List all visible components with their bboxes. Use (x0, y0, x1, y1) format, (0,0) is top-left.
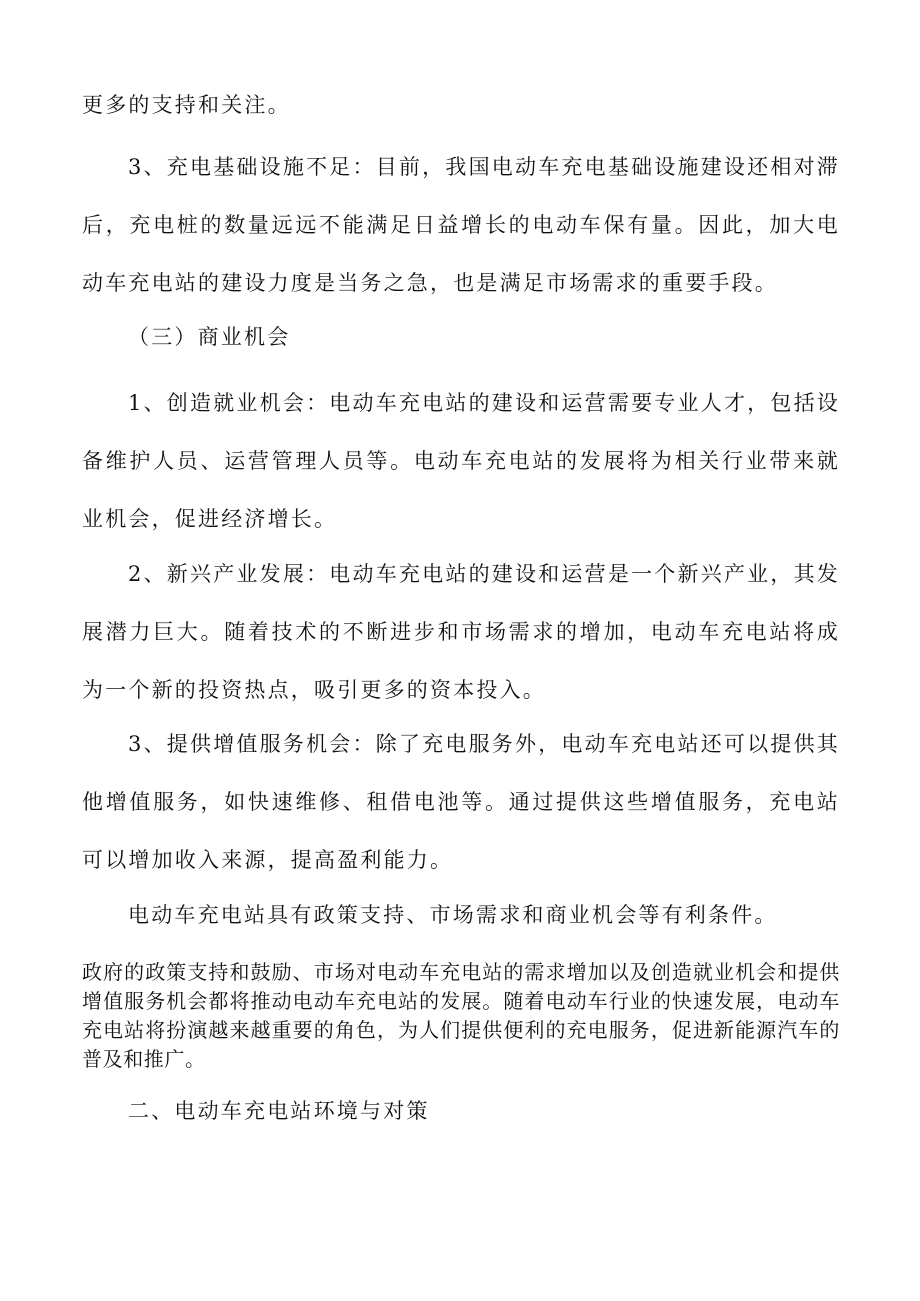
summary-body-paragraph: 政府的政策支持和鼓励、市场对电动车充电站的需求增加以及创造就业机会和提供增值服务机会都将推动电动车充电站的发展。随着电动车行业的快速发展，电动车充电站将扮演越来越重要的角色，为人们提供便利的充电服务，促进新能源汽车的普及和推广。 (82, 960, 840, 1071)
paragraph-job-creation: 1、创造就业机会：电动车充电站的建设和运营需要专业人才，包括设备维护人员、运营管理人员等。电动车充电站的发展将为相关行业带来就业机会，促进经济增长。 (82, 391, 840, 531)
heading-business-opportunities: （三）商业机会 (128, 325, 291, 349)
paragraph-emerging-industry: 2、新兴产业发展：电动车充电站的建设和运营是一个新兴产业，其发展潜力巨大。随着技术的不断进步和市场需求的增加，电动车充电站将成为一个新的投资热点，吸引更多的资本投入。 (82, 562, 840, 702)
continuation-paragraph: 更多的支持和关注。 (82, 93, 291, 117)
heading-section-two: 二、电动车充电站环境与对策 (128, 1099, 430, 1123)
paragraph-infrastructure-shortage: 3、充电基础设施不足：目前，我国电动车充电基础设施建设还相对滞后，充电桩的数量远远不能满足日益增长的电动车保有量。因此，加大电动车充电站的建设力度是当务之急，也是满足市场需求的重要手段。 (82, 155, 840, 295)
summary-line: 电动车充电站具有政策支持、市场需求和商业机会等有利条件。 (128, 903, 778, 927)
paragraph-value-added-services: 3、提供增值服务机会：除了充电服务外，电动车充电站还可以提供其他增值服务，如快速维修、租借电池等。通过提供这些增值服务，充电站可以增加收入来源，提高盈利能力。 (82, 732, 840, 872)
